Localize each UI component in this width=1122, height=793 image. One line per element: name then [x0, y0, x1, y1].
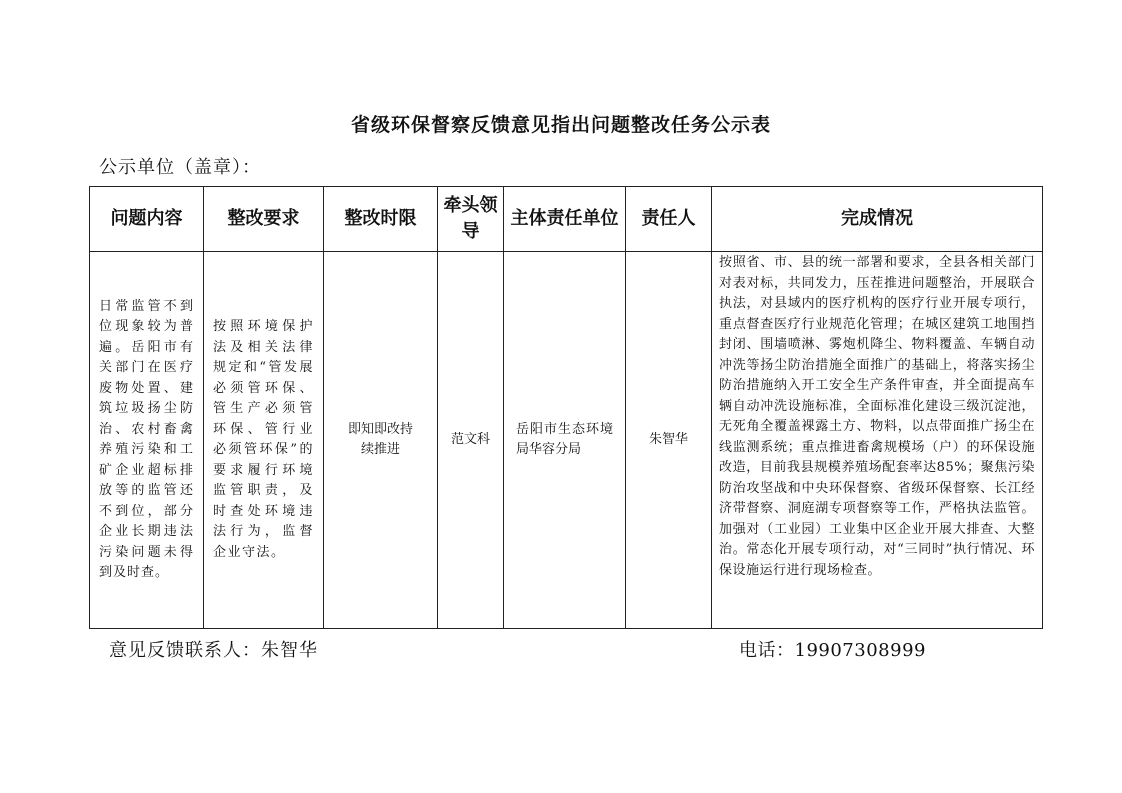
contact-person: 意见反馈联系人：朱智华: [109, 640, 318, 661]
cell-leader: 范文科: [438, 252, 504, 629]
header-requirement: 整改要求: [204, 187, 324, 252]
unit-label: 公示单位（盖章）：: [99, 157, 261, 178]
deadline-text: 即知即改持续推进: [347, 421, 413, 457]
table-header-row: [90, 187, 1043, 252]
cell-responsible-unit: [504, 252, 626, 629]
cell-status: 按照省、市、县的统一部署和要求，全县各相关部门对表对标，共同发力，压茬推进问题整治，开展联合执法，对县域内的医疗机构的医疗行业开展专项行，重点督查医疗行业规范化管理；在城区建筑工地围挡封闭、围墙喷淋、雾炮机降尘、物料覆盖、车辆自动冲洗等扬尘防治措施全面推广的基础上，将落实扬尘防治措施纳入开工安全生产条件审查，并全面提高车辆自动冲洗设施标准，全面标准化建设三级沉淀池，无死角全覆盖裸露土方、物料，以点带面推广扬尘在线监测系统；重点推进畜禽规模场（户）的环保设施改造，目前我县规模养殖场配套率达85%；聚焦污染防治攻坚战和中央环保督察、省级环保督察、长江经济带督察、洞庭湖专项督察等工作，严格执法监管。加强对（工业园）工业集中区企业开展大排查、大整治。常态化开展专项行动，对“三同时”执行情况、环保设施运行进行现场检查。: [712, 252, 1043, 629]
header-status: 完成情况: [712, 187, 1043, 252]
header-person: 责任人: [626, 187, 712, 252]
header-problem: 问题内容: [90, 187, 204, 252]
cell-requirement: 按照环境保护法及相关法律规定和“管发展必须管环保、管生产必须管环保、管行业必须管环保”的要求履行环境监管职责，及时查处环境违法行为，监督企业守法。: [204, 252, 324, 629]
document-title: 省级环保督察反馈意见指出问题整改任务公示表: [350, 114, 771, 136]
cell-deadline: [324, 252, 438, 629]
task-table: [89, 186, 1043, 629]
cell-person: 朱智华: [626, 252, 712, 629]
cell-problem: 日常监管不到位现象较为普遍。岳阳市有关部门在医疗废物处置、建筑垃圾扬尘防治、农村畜禽养殖污染和工矿企业超标排放等的监管还不到位，部分企业长期违法污染问题未得到及时查。: [90, 252, 204, 629]
header-leader: 牵头领导: [438, 187, 504, 252]
unit-text: 岳阳市生态环境局华容分局: [516, 421, 613, 457]
header-responsible-unit: 主体责任单位: [504, 187, 626, 252]
contact-phone: 电话：19907308999: [739, 640, 926, 661]
table-row: [90, 252, 1043, 629]
header-deadline: 整改时限: [324, 187, 438, 252]
